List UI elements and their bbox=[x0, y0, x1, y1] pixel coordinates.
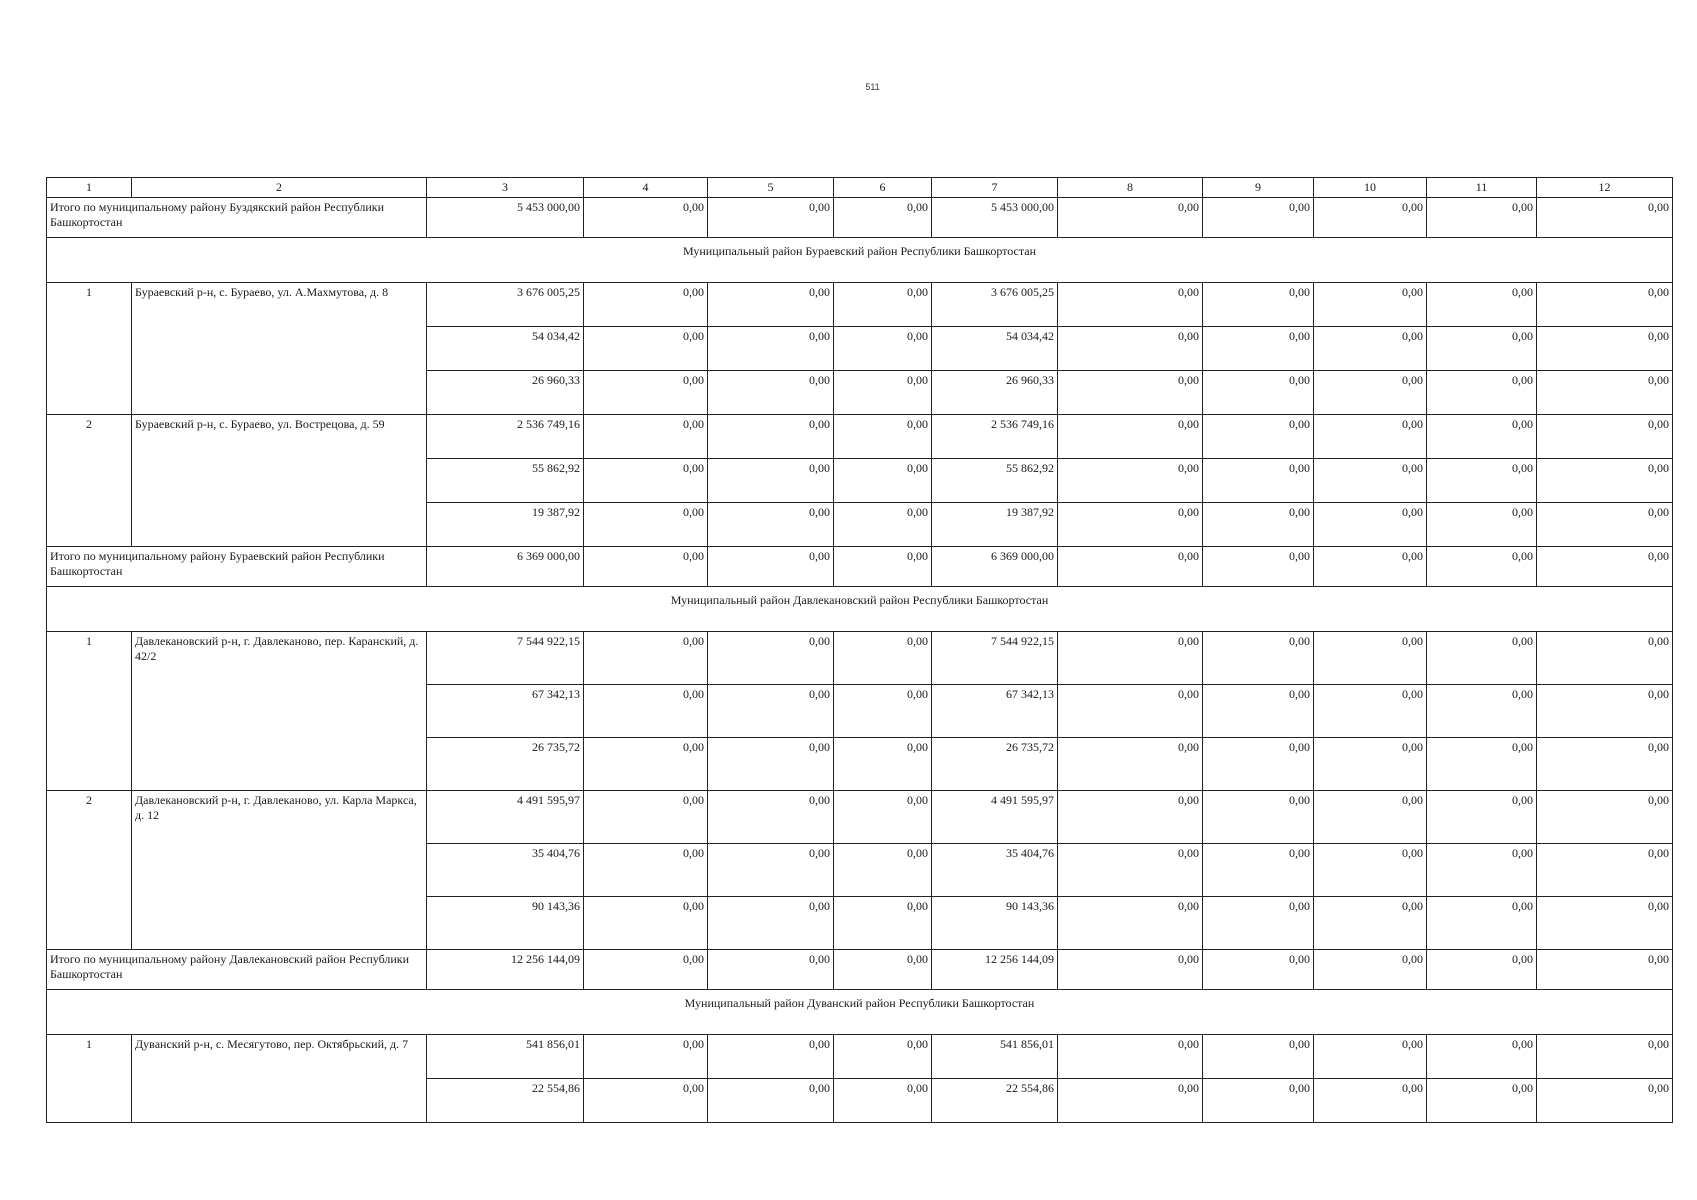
object-number: 1 bbox=[47, 1035, 132, 1123]
object-value: 0,00 bbox=[708, 791, 834, 844]
object-value: 54 034,42 bbox=[932, 327, 1058, 371]
object-value: 0,00 bbox=[1058, 283, 1203, 327]
object-value: 0,00 bbox=[1537, 503, 1673, 547]
column-number-7: 7 bbox=[932, 178, 1058, 198]
total-value: 0,00 bbox=[834, 950, 932, 990]
object-value: 0,00 bbox=[1537, 685, 1673, 738]
object-value: 22 554,86 bbox=[427, 1079, 584, 1123]
object-value: 541 856,01 bbox=[932, 1035, 1058, 1079]
object-value: 0,00 bbox=[1203, 327, 1314, 371]
object-value: 0,00 bbox=[1314, 1035, 1427, 1079]
object-value: 0,00 bbox=[834, 503, 932, 547]
column-number-11: 11 bbox=[1427, 178, 1537, 198]
object-value: 0,00 bbox=[584, 791, 708, 844]
object-value: 0,00 bbox=[1058, 459, 1203, 503]
object-value: 0,00 bbox=[1058, 685, 1203, 738]
object-value: 0,00 bbox=[1203, 371, 1314, 415]
object-value: 4 491 595,97 bbox=[427, 791, 584, 844]
object-value: 0,00 bbox=[1203, 283, 1314, 327]
object-value: 0,00 bbox=[708, 327, 834, 371]
object-value: 0,00 bbox=[1058, 632, 1203, 685]
object-value: 22 554,86 bbox=[932, 1079, 1058, 1123]
object-value: 0,00 bbox=[1427, 327, 1537, 371]
object-value: 0,00 bbox=[584, 283, 708, 327]
total-value: 0,00 bbox=[1058, 950, 1203, 990]
object-value: 0,00 bbox=[1427, 897, 1537, 950]
total-value: 0,00 bbox=[708, 198, 834, 238]
total-value: 0,00 bbox=[1203, 547, 1314, 587]
district-section-title: Муниципальный район Дуванский район Республики Башкортостан bbox=[47, 990, 1673, 1035]
object-value: 0,00 bbox=[1314, 503, 1427, 547]
district-section-row bbox=[47, 587, 1673, 632]
object-row bbox=[47, 415, 1673, 459]
object-value: 0,00 bbox=[708, 1035, 834, 1079]
object-value: 0,00 bbox=[708, 632, 834, 685]
total-value: 6 369 000,00 bbox=[932, 547, 1058, 587]
object-value: 541 856,01 bbox=[427, 1035, 584, 1079]
object-value: 0,00 bbox=[1427, 844, 1537, 897]
object-row bbox=[47, 283, 1673, 327]
object-value: 0,00 bbox=[834, 844, 932, 897]
object-value: 0,00 bbox=[584, 897, 708, 950]
object-value: 0,00 bbox=[1537, 415, 1673, 459]
object-value: 0,00 bbox=[708, 415, 834, 459]
object-number: 1 bbox=[47, 632, 132, 791]
total-value: 0,00 bbox=[1203, 198, 1314, 238]
object-number: 1 bbox=[47, 283, 132, 415]
object-value: 19 387,92 bbox=[427, 503, 584, 547]
object-value: 0,00 bbox=[584, 415, 708, 459]
district-total-row bbox=[47, 950, 1673, 990]
object-value: 0,00 bbox=[584, 685, 708, 738]
object-number: 2 bbox=[47, 791, 132, 950]
object-value: 0,00 bbox=[834, 791, 932, 844]
object-value: 4 491 595,97 bbox=[932, 791, 1058, 844]
object-value: 0,00 bbox=[708, 897, 834, 950]
object-value: 0,00 bbox=[1314, 685, 1427, 738]
object-value: 0,00 bbox=[1058, 897, 1203, 950]
object-value: 0,00 bbox=[834, 632, 932, 685]
object-value: 0,00 bbox=[708, 844, 834, 897]
object-value: 26 960,33 bbox=[932, 371, 1058, 415]
object-value: 0,00 bbox=[1427, 283, 1537, 327]
object-value: 0,00 bbox=[1314, 791, 1427, 844]
object-value: 0,00 bbox=[708, 371, 834, 415]
object-value: 0,00 bbox=[1537, 844, 1673, 897]
district-total-label: Итого по муниципальному району Давлекановский район Республики Башкортостан bbox=[47, 950, 427, 990]
object-value: 55 862,92 bbox=[932, 459, 1058, 503]
total-value: 0,00 bbox=[1427, 198, 1537, 238]
object-value: 0,00 bbox=[1058, 1035, 1203, 1079]
object-value: 0,00 bbox=[1203, 685, 1314, 738]
object-value: 0,00 bbox=[1203, 1035, 1314, 1079]
object-value: 0,00 bbox=[1203, 632, 1314, 685]
total-value: 0,00 bbox=[1537, 547, 1673, 587]
object-value: 0,00 bbox=[834, 415, 932, 459]
object-value: 0,00 bbox=[834, 283, 932, 327]
object-value: 0,00 bbox=[584, 459, 708, 503]
object-value: 0,00 bbox=[1314, 1079, 1427, 1123]
object-value: 0,00 bbox=[1203, 415, 1314, 459]
column-number-2: 2 bbox=[132, 178, 427, 198]
object-value: 0,00 bbox=[1427, 415, 1537, 459]
object-value: 0,00 bbox=[708, 738, 834, 791]
object-value: 19 387,92 bbox=[932, 503, 1058, 547]
object-value: 0,00 bbox=[834, 1035, 932, 1079]
object-value: 0,00 bbox=[1427, 632, 1537, 685]
object-value: 55 862,92 bbox=[427, 459, 584, 503]
object-value: 90 143,36 bbox=[427, 897, 584, 950]
object-value: 0,00 bbox=[834, 685, 932, 738]
object-value: 35 404,76 bbox=[427, 844, 584, 897]
object-value: 0,00 bbox=[834, 897, 932, 950]
total-value: 0,00 bbox=[1314, 547, 1427, 587]
object-value: 0,00 bbox=[834, 371, 932, 415]
object-value: 0,00 bbox=[1314, 738, 1427, 791]
total-value: 0,00 bbox=[584, 547, 708, 587]
object-value: 0,00 bbox=[1427, 685, 1537, 738]
column-number-12: 12 bbox=[1537, 178, 1673, 198]
object-value: 0,00 bbox=[1203, 791, 1314, 844]
object-row bbox=[47, 791, 1673, 844]
object-value: 0,00 bbox=[1058, 415, 1203, 459]
column-number-9: 9 bbox=[1203, 178, 1314, 198]
object-value: 0,00 bbox=[834, 327, 932, 371]
object-value: 0,00 bbox=[1427, 371, 1537, 415]
district-section-row bbox=[47, 990, 1673, 1035]
object-value: 7 544 922,15 bbox=[427, 632, 584, 685]
object-value: 0,00 bbox=[1314, 844, 1427, 897]
object-value: 0,00 bbox=[1058, 327, 1203, 371]
object-value: 0,00 bbox=[1314, 371, 1427, 415]
district-total-row bbox=[47, 198, 1673, 238]
object-value: 2 536 749,16 bbox=[932, 415, 1058, 459]
object-value: 2 536 749,16 bbox=[427, 415, 584, 459]
total-value: 0,00 bbox=[1058, 547, 1203, 587]
object-value: 0,00 bbox=[1058, 844, 1203, 897]
object-value: 0,00 bbox=[1537, 632, 1673, 685]
object-value: 7 544 922,15 bbox=[932, 632, 1058, 685]
object-value: 0,00 bbox=[584, 327, 708, 371]
object-value: 26 735,72 bbox=[427, 738, 584, 791]
column-number-5: 5 bbox=[708, 178, 834, 198]
total-value: 0,00 bbox=[1537, 950, 1673, 990]
object-value: 26 735,72 bbox=[932, 738, 1058, 791]
object-value: 0,00 bbox=[1058, 503, 1203, 547]
column-number-1: 1 bbox=[47, 178, 132, 198]
total-value: 0,00 bbox=[708, 950, 834, 990]
page-number: 511 bbox=[865, 82, 880, 92]
total-value: 0,00 bbox=[1427, 950, 1537, 990]
total-value: 0,00 bbox=[1314, 198, 1427, 238]
object-value: 0,00 bbox=[708, 685, 834, 738]
object-value: 0,00 bbox=[1314, 632, 1427, 685]
total-value: 0,00 bbox=[1058, 198, 1203, 238]
total-value: 12 256 144,09 bbox=[427, 950, 584, 990]
total-value: 0,00 bbox=[834, 198, 932, 238]
object-value: 0,00 bbox=[1537, 897, 1673, 950]
object-value: 0,00 bbox=[1537, 327, 1673, 371]
object-value: 0,00 bbox=[1537, 738, 1673, 791]
object-value: 0,00 bbox=[1203, 1079, 1314, 1123]
object-value: 0,00 bbox=[708, 459, 834, 503]
object-value: 0,00 bbox=[584, 371, 708, 415]
total-value: 12 256 144,09 bbox=[932, 950, 1058, 990]
object-value: 0,00 bbox=[834, 459, 932, 503]
object-value: 3 676 005,25 bbox=[427, 283, 584, 327]
column-number-3: 3 bbox=[427, 178, 584, 198]
object-value: 0,00 bbox=[1537, 1035, 1673, 1079]
object-value: 0,00 bbox=[1537, 1079, 1673, 1123]
object-value: 0,00 bbox=[1537, 791, 1673, 844]
object-address: Давлекановский р-н, г. Давлеканово, пер. Каранский, д. 42/2 bbox=[132, 632, 427, 791]
object-value: 0,00 bbox=[708, 503, 834, 547]
object-value: 67 342,13 bbox=[932, 685, 1058, 738]
object-value: 0,00 bbox=[1203, 738, 1314, 791]
object-value: 0,00 bbox=[584, 503, 708, 547]
object-value: 0,00 bbox=[834, 1079, 932, 1123]
district-section-title: Муниципальный район Бураевский район Республики Башкортостан bbox=[47, 238, 1673, 283]
district-section-row bbox=[47, 238, 1673, 283]
column-number-10: 10 bbox=[1314, 178, 1427, 198]
total-value: 0,00 bbox=[708, 547, 834, 587]
district-total-label: Итого по муниципальному району Буздякский район Республики Башкортостан bbox=[47, 198, 427, 238]
object-value: 0,00 bbox=[1427, 791, 1537, 844]
total-value: 0,00 bbox=[834, 547, 932, 587]
object-value: 0,00 bbox=[1427, 459, 1537, 503]
object-value: 0,00 bbox=[1314, 327, 1427, 371]
column-number-4: 4 bbox=[584, 178, 708, 198]
district-total-label: Итого по муниципальному району Бураевский район Республики Башкортостан bbox=[47, 547, 427, 587]
object-value: 90 143,36 bbox=[932, 897, 1058, 950]
total-value: 0,00 bbox=[584, 198, 708, 238]
object-value: 0,00 bbox=[1203, 844, 1314, 897]
object-value: 0,00 bbox=[1203, 459, 1314, 503]
column-number-6: 6 bbox=[834, 178, 932, 198]
object-row bbox=[47, 632, 1673, 685]
object-value: 0,00 bbox=[1314, 415, 1427, 459]
object-value: 0,00 bbox=[1427, 503, 1537, 547]
object-address: Бураевский р-н, с. Бураево, ул. Вострецова, д. 59 bbox=[132, 415, 427, 547]
total-value: 0,00 bbox=[584, 950, 708, 990]
total-value: 0,00 bbox=[1203, 950, 1314, 990]
object-value: 0,00 bbox=[1537, 459, 1673, 503]
column-header-row bbox=[47, 178, 1673, 198]
object-value: 35 404,76 bbox=[932, 844, 1058, 897]
object-value: 0,00 bbox=[708, 1079, 834, 1123]
object-value: 0,00 bbox=[1427, 738, 1537, 791]
object-value: 0,00 bbox=[834, 738, 932, 791]
district-section-title: Муниципальный район Давлекановский район Республики Башкортостан bbox=[47, 587, 1673, 632]
object-value: 0,00 bbox=[708, 283, 834, 327]
object-value: 3 676 005,25 bbox=[932, 283, 1058, 327]
object-value: 0,00 bbox=[1058, 791, 1203, 844]
object-address: Бураевский р-н, с. Бураево, ул. А.Махмутова, д. 8 bbox=[132, 283, 427, 415]
total-value: 0,00 bbox=[1427, 547, 1537, 587]
district-total-row bbox=[47, 547, 1673, 587]
object-value: 0,00 bbox=[1537, 371, 1673, 415]
budget-table bbox=[46, 177, 1673, 1123]
total-value: 5 453 000,00 bbox=[427, 198, 584, 238]
object-value: 0,00 bbox=[1427, 1035, 1537, 1079]
object-value: 0,00 bbox=[1203, 897, 1314, 950]
object-value: 0,00 bbox=[1537, 283, 1673, 327]
object-value: 0,00 bbox=[1427, 1079, 1537, 1123]
total-value: 0,00 bbox=[1314, 950, 1427, 990]
object-value: 67 342,13 bbox=[427, 685, 584, 738]
object-value: 26 960,33 bbox=[427, 371, 584, 415]
object-number: 2 bbox=[47, 415, 132, 547]
object-value: 0,00 bbox=[1314, 283, 1427, 327]
total-value: 6 369 000,00 bbox=[427, 547, 584, 587]
object-value: 0,00 bbox=[1314, 459, 1427, 503]
object-value: 0,00 bbox=[584, 738, 708, 791]
column-number-8: 8 bbox=[1058, 178, 1203, 198]
object-value: 0,00 bbox=[1314, 897, 1427, 950]
object-value: 0,00 bbox=[1058, 371, 1203, 415]
object-value: 0,00 bbox=[1058, 1079, 1203, 1123]
total-value: 5 453 000,00 bbox=[932, 198, 1058, 238]
object-row bbox=[47, 1035, 1673, 1079]
object-value: 0,00 bbox=[1203, 503, 1314, 547]
object-value: 0,00 bbox=[584, 1079, 708, 1123]
object-address: Давлекановский р-н, г. Давлеканово, ул. Карла Маркса, д. 12 bbox=[132, 791, 427, 950]
object-value: 0,00 bbox=[584, 632, 708, 685]
object-value: 0,00 bbox=[1058, 738, 1203, 791]
object-address: Дуванский р-н, с. Месягутово, пер. Октябрьский, д. 7 bbox=[132, 1035, 427, 1123]
object-value: 54 034,42 bbox=[427, 327, 584, 371]
total-value: 0,00 bbox=[1537, 198, 1673, 238]
object-value: 0,00 bbox=[584, 1035, 708, 1079]
object-value: 0,00 bbox=[584, 844, 708, 897]
